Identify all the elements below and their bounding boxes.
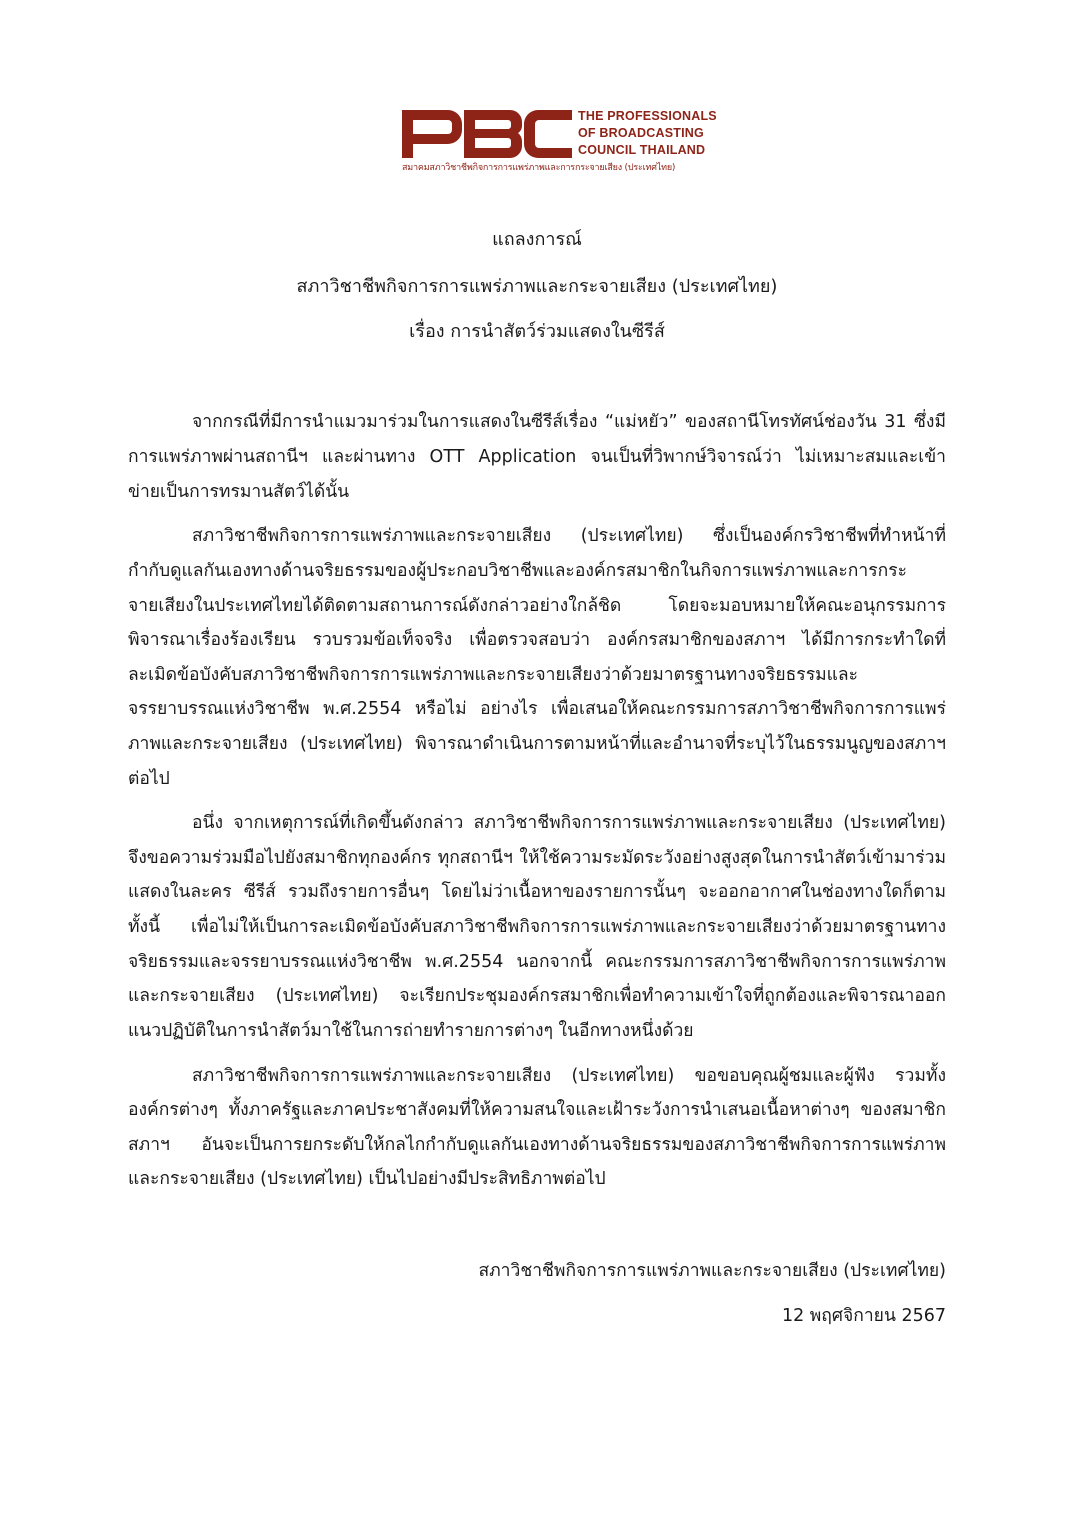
paragraph-line: ภาพและกระจายเสียง (ประเทศไทย) พิจารณาดำเนินการตามหน้าที่และอำนาจที่ระบุไว้ในธรรมนูญของสภาฯ: [128, 734, 946, 754]
paragraph-line: จายเสียงในประเทศไทยได้ติดตามสถานการณ์ดังกล่าวอย่างใกล้ชิด โดยจะมอบหมายให้คณะอนุกรรมการ: [128, 596, 946, 616]
paragraph-line: ข่ายเป็นการทรมานสัตว์ได้นั้น: [128, 482, 350, 502]
paragraph-line: กำกับดูแลกันเองทางด้านจริยธรรมของผู้ประกอบวิชาชีพและองค์กรสมาชิกในกิจการแพร่ภาพและการกระ: [128, 561, 907, 581]
paragraph-line: ทั้งนี้ เพื่อไม่ให้เป็นการละเมิดข้อบังคับสภาวิชาชีพกิจการการแพร่ภาพและกระจายเสียงว่าด้วยมาตรฐานทาง: [128, 917, 946, 937]
paragraph-line: สภาฯ อันจะเป็นการยกระดับให้กลไกกำกับดูแลกันเองทางด้านจริยธรรมของสภาวิชาชีพกิจการการแพร่ภาพ: [128, 1135, 946, 1155]
paragraph-line: และกระจายเสียง (ประเทศไทย) เป็นไปอย่างมีประสิทธิภาพต่อไป: [128, 1169, 606, 1189]
paragraph-line: องค์กรต่างๆ ทั้งภาครัฐและภาคประชาสังคมที่ให้ความสนใจและเฝ้าระวังการนำเสนอเนื้อหาต่างๆ ของสมาชิก: [128, 1100, 946, 1120]
paragraph-line: ละเมิดข้อบังคับสภาวิชาชีพกิจการการแพร่ภาพและกระจายเสียงว่าด้วยมาตรฐานทางจริยธรรมและ: [128, 665, 859, 685]
paragraph-line: แสดงในละคร ซีรีส์ รวมถึงรายการอื่นๆ โดยไม่ว่าเนื้อหาของรายการนั้นๆ จะออกอากาศในช่องทางใดก็ตาม: [128, 882, 946, 902]
paragraph-line: ต่อไป: [128, 769, 170, 789]
logo-english-name: [578, 108, 717, 159]
signature-organization: สภาวิชาชีพกิจการการแพร่ภาพและกระจายเสียง (ประเทศไทย): [478, 1261, 946, 1281]
paragraph-line: อนึ่ง จากเหตุการณ์ที่เกิดขึ้นดังกล่าว สภาวิชาชีพกิจการการแพร่ภาพและกระจายเสียง (ประเทศไทย): [192, 813, 946, 833]
statement-organization: สภาวิชาชีพกิจการการแพร่ภาพและกระจายเสียง (ประเทศไทย): [296, 276, 778, 297]
logo-english-line: COUNCIL THAILAND: [578, 143, 706, 157]
pbc-logo-mark: [402, 110, 572, 160]
paragraph-line: สภาวิชาชีพกิจการการแพร่ภาพและกระจายเสียง (ประเทศไทย) ซึ่งเป็นองค์กรวิชาชีพที่ทำหน้าที่: [192, 526, 946, 546]
signature-date: 12 พฤศจิกายน 2567: [781, 1306, 946, 1326]
statement-subject: เรื่อง การนำสัตว์ร่วมแสดงในซีรีส์: [409, 321, 665, 342]
pbc-logo: [402, 106, 717, 178]
paragraph-line: สภาวิชาชีพกิจการการแพร่ภาพและกระจายเสียง (ประเทศไทย) ขอขอบคุณผู้ชมและผู้ฟัง รวมทั้ง: [192, 1066, 946, 1086]
paragraph-line: พิจารณาเรื่องร้องเรียน รวบรวมข้อเท็จจริง เพื่อตรวจสอบว่า องค์กรสมาชิกของสภาฯ ได้มีการกระทำใดที่: [128, 630, 946, 650]
paragraph-line: จึงขอความร่วมมือไปยังสมาชิกทุกองค์กร ทุกสถานีฯ ให้ใช้ความระมัดระวังอย่างสูงสุดในการนำสัตว์เข้ามาร่วม: [128, 848, 946, 868]
paragraph-line: และกระจายเสียง (ประเทศไทย) จะเรียกประชุมองค์กรสมาชิกเพื่อทำความเข้าใจที่ถูกต้องและพิจารณาออก: [128, 986, 946, 1006]
paragraph-line: จากกรณีที่มีการนำแมวมาร่วมในการแสดงในซีรีส์เรื่อง “แม่หยัว” ของสถานีโทรทัศน์ช่องวัน 31 ซึ่งมี: [192, 412, 946, 432]
paragraph-line: แนวปฏิบัติในการนำสัตว์มาใช้ในการถ่ายทำรายการต่างๆ ในอีกทางหนึ่งด้วย: [128, 1021, 694, 1041]
logo-thai-name: สมาคมสภาวิชาชีพกิจการการแพร่ภาพและการกระจายเสียง (ประเทศไทย): [402, 163, 676, 173]
statement-title: แถลงการณ์: [492, 229, 582, 250]
paragraph-line: จริยธรรมและจรรยาบรรณแห่งวิชาชีพ พ.ศ.2554 นอกจากนี้ คณะกรรมการสภาวิชาชีพกิจการการแพร่ภาพ: [128, 952, 946, 972]
logo-english-line: OF BROADCASTING: [578, 126, 704, 140]
paragraph-line: การแพร่ภาพผ่านสถานีฯ และผ่านทาง OTT Application จนเป็นที่วิพากษ์วิจารณ์ว่า ไม่เหมาะสมและเข้า: [128, 447, 946, 467]
paragraph-line: จรรยาบรรณแห่งวิชาชีพ พ.ศ.2554 หรือไม่ อย่างไร เพื่อเสนอให้คณะกรรมการสภาวิชาชีพกิจการการแพร่: [128, 699, 946, 719]
logo-english-line: THE PROFESSIONALS: [578, 109, 717, 123]
